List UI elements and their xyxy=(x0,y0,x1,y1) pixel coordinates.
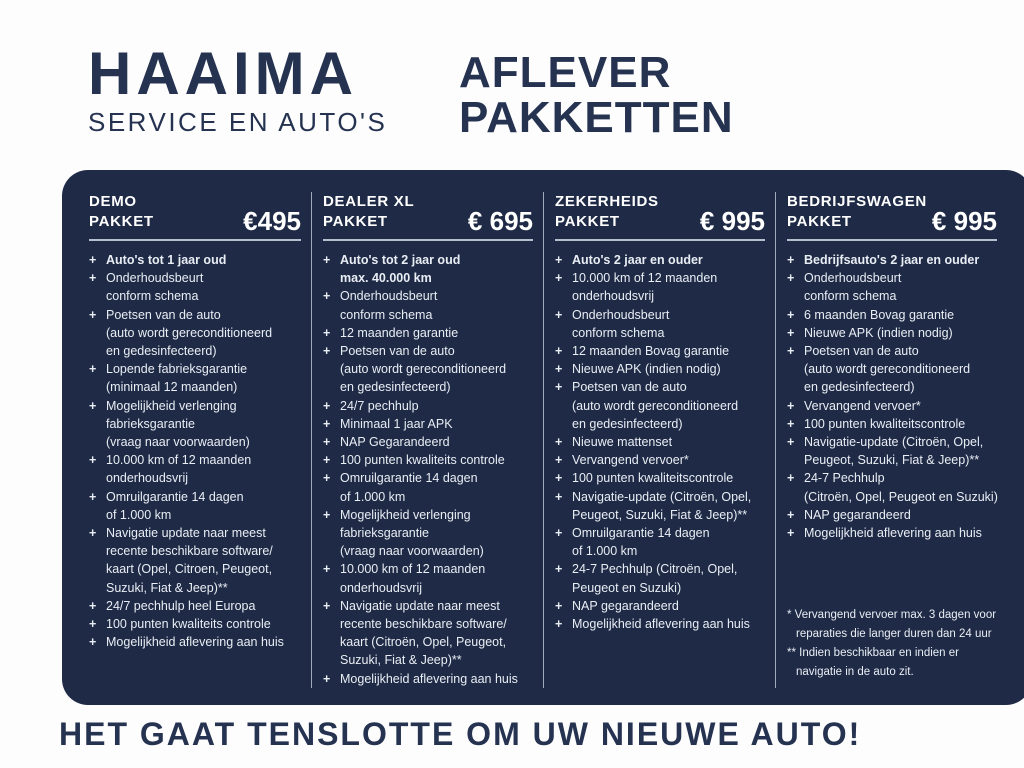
item-line: Navigatie update naar meest xyxy=(106,526,266,541)
plus-icon: + xyxy=(89,598,97,613)
package-name-line1: BEDRIJFSWAGEN xyxy=(787,193,927,210)
package-item xyxy=(89,524,301,597)
item-line: of 1.000 km xyxy=(340,489,406,504)
item-line: conform schema xyxy=(106,289,199,304)
package-item xyxy=(555,488,765,524)
plus-icon: + xyxy=(323,562,331,577)
package-column xyxy=(89,192,311,688)
plus-icon: + xyxy=(555,253,563,267)
item-line: Peugeot en Suzuki) xyxy=(572,580,682,595)
item-line: Suzuki, Fiat & Jeep)** xyxy=(340,653,462,668)
package-item xyxy=(787,251,997,269)
item-line: en gedesinfecteerd) xyxy=(572,416,683,431)
plus-icon: + xyxy=(787,416,795,431)
package-item xyxy=(323,433,533,451)
item-line: NAP Gegarandeerd xyxy=(340,435,450,450)
package-item xyxy=(787,524,997,542)
package-item xyxy=(89,615,301,633)
item-line: Auto's tot 1 jaar oud xyxy=(106,253,227,267)
plus-icon: + xyxy=(323,435,331,450)
package-item xyxy=(89,269,301,305)
package-items xyxy=(89,251,301,651)
package-column xyxy=(775,192,1007,688)
item-line: max. 40.000 km xyxy=(340,271,432,286)
item-line: Mogelijkheid verlenging xyxy=(340,507,471,522)
item-line: Mogelijkheid verlenging xyxy=(106,398,237,413)
plus-icon: + xyxy=(323,507,331,522)
package-item xyxy=(323,342,533,397)
package-item xyxy=(555,597,765,615)
item-line: Vervangend vervoer* xyxy=(572,453,689,468)
item-line: Nieuwe APK (indien nodig) xyxy=(804,325,953,340)
package-item xyxy=(787,397,997,415)
item-line: Navigatie-update (Citroën, Opel, xyxy=(572,489,752,504)
package-item xyxy=(89,251,301,269)
item-line: recente beschikbare software/ xyxy=(106,544,273,559)
item-line: Navigatie update naar meest xyxy=(340,598,500,613)
item-line: Omruilgarantie 14 dagen xyxy=(106,489,244,504)
package-item xyxy=(555,524,765,560)
plus-icon: + xyxy=(555,617,563,632)
plus-icon: + xyxy=(89,307,97,322)
plus-icon: + xyxy=(555,526,563,541)
package-item xyxy=(323,251,533,287)
header-divider xyxy=(323,239,533,241)
package-item xyxy=(323,469,533,505)
header-divider xyxy=(787,239,997,241)
plus-icon: + xyxy=(89,526,97,541)
item-line: Auto's 2 jaar en ouder xyxy=(572,253,703,267)
item-line: 100 punten kwaliteitscontrole xyxy=(804,416,966,431)
plus-icon: + xyxy=(323,325,331,340)
package-item xyxy=(787,415,997,433)
item-line: 100 punten kwaliteits controle xyxy=(106,617,271,632)
package-name-line2: PAKKET xyxy=(89,213,154,230)
package-header xyxy=(787,192,997,236)
item-line: 6 maanden Bovag garantie xyxy=(804,307,955,322)
footnote xyxy=(787,644,997,682)
item-line: Mogelijkheid aflevering aan huis xyxy=(572,617,750,632)
plus-icon: + xyxy=(787,253,795,267)
page-title xyxy=(459,50,734,140)
package-item xyxy=(555,615,765,633)
package-item xyxy=(555,451,765,469)
item-line: (auto wordt gereconditioneerd xyxy=(340,362,507,377)
package-price: € 995 xyxy=(931,206,997,236)
plus-icon: + xyxy=(323,344,331,359)
package-item xyxy=(323,451,533,469)
plus-icon: + xyxy=(323,671,331,686)
header-divider xyxy=(89,239,301,241)
item-line: 100 punten kwaliteitscontrole xyxy=(572,471,734,486)
plus-icon: + xyxy=(787,307,795,322)
plus-icon: + xyxy=(555,344,563,359)
plus-icon: + xyxy=(89,271,97,286)
item-line: Vervangend vervoer* xyxy=(804,398,921,413)
item-line: Poetsen van de auto xyxy=(106,307,221,322)
footer-tagline: HET GAAT TENSLOTTE OM UW NIEUWE AUTO! xyxy=(59,716,862,752)
package-item xyxy=(555,378,765,433)
package-item xyxy=(787,342,997,397)
item-line: (Citroën, Opel, Peugeot en Suzuki) xyxy=(804,489,998,504)
plus-icon: + xyxy=(555,271,563,286)
item-line: 24-7 Pechhulp xyxy=(804,471,885,486)
item-line: (auto wordt gereconditioneerd xyxy=(804,362,971,377)
item-line: kaart (Citroën, Opel, Peugeot, xyxy=(340,635,507,650)
item-line: fabrieksgarantie xyxy=(340,526,429,541)
item-line: Omruilgarantie 14 dagen xyxy=(340,471,478,486)
package-name-line2: PAKKET xyxy=(555,213,620,230)
package-price: €495 xyxy=(243,206,301,236)
package-price: € 695 xyxy=(467,206,533,236)
plus-icon: + xyxy=(787,398,795,413)
plus-icon: + xyxy=(555,562,563,577)
plus-icon: + xyxy=(787,325,795,340)
package-name xyxy=(89,192,154,232)
package-item xyxy=(89,488,301,524)
item-line: (vraag naar voorwaarden) xyxy=(106,435,250,450)
item-line: (auto wordt gereconditioneerd xyxy=(572,398,739,413)
item-line: Lopende fabrieksgarantie xyxy=(106,362,248,377)
package-item xyxy=(89,306,301,361)
item-line: 10.000 km of 12 maanden xyxy=(572,271,718,286)
item-line: Nieuwe APK (indien nodig) xyxy=(572,362,721,377)
plus-icon: + xyxy=(323,471,331,486)
item-line: Nieuwe mattenset xyxy=(572,435,673,450)
plus-icon: + xyxy=(787,435,795,450)
package-header xyxy=(89,192,301,236)
item-line: Poetsen van de auto xyxy=(804,344,919,359)
package-name-line1: ZEKERHEIDS xyxy=(555,193,659,210)
package-name-line1: DEALER XL xyxy=(323,193,415,210)
plus-icon: + xyxy=(89,362,97,377)
package-item xyxy=(787,469,997,505)
package-item xyxy=(787,306,997,324)
item-line: Poetsen van de auto xyxy=(572,380,687,395)
package-column xyxy=(543,192,775,688)
item-line: 12 maanden garantie xyxy=(340,325,459,340)
plus-icon: + xyxy=(323,253,331,267)
package-item xyxy=(323,397,533,415)
item-line: onderhoudsvrij xyxy=(572,289,654,304)
package-item xyxy=(89,397,301,452)
plus-icon: + xyxy=(89,398,97,413)
item-line: Omruilgarantie 14 dagen xyxy=(572,526,710,541)
package-item xyxy=(89,360,301,396)
package-item xyxy=(323,506,533,561)
package-name-line1: DEMO xyxy=(89,193,137,210)
item-line: 24/7 pechhulp xyxy=(340,398,419,413)
item-line: Suzuki, Fiat & Jeep)** xyxy=(106,580,228,595)
item-line: Onderhoudsbeurt xyxy=(106,271,204,286)
plus-icon: + xyxy=(555,435,563,450)
item-line: Mogelijkheid aflevering aan huis xyxy=(340,671,518,686)
item-line: en gedesinfecteerd) xyxy=(804,380,915,395)
plus-icon: + xyxy=(555,307,563,322)
package-item xyxy=(323,670,533,688)
plus-icon: + xyxy=(323,453,331,468)
plus-icon: + xyxy=(555,489,563,504)
item-line: conform schema xyxy=(804,289,897,304)
package-item xyxy=(555,560,765,596)
package-name-line2: PAKKET xyxy=(787,213,852,230)
plus-icon: + xyxy=(555,362,563,377)
package-item xyxy=(787,324,997,342)
footnote xyxy=(787,606,997,644)
plus-icon: + xyxy=(787,507,795,522)
plus-icon: + xyxy=(555,380,563,395)
package-item xyxy=(323,324,533,342)
plus-icon: + xyxy=(89,489,97,504)
package-header xyxy=(555,192,765,236)
package-name xyxy=(787,192,927,232)
item-line: (auto wordt gereconditioneerd xyxy=(106,325,273,340)
item-line: of 1.000 km xyxy=(572,544,638,559)
page-title-line1: AFLEVER xyxy=(459,48,672,97)
item-line: Bedrijfsauto's 2 jaar en ouder xyxy=(804,253,980,267)
package-items xyxy=(323,251,533,688)
package-name xyxy=(323,192,414,232)
header-divider xyxy=(555,239,765,241)
footnote-line: * Vervangend vervoer max. 3 dagen voor xyxy=(787,609,997,622)
item-line: Onderhoudsbeurt xyxy=(804,271,902,286)
package-column xyxy=(311,192,543,688)
packages-grid xyxy=(62,170,1024,705)
package-item xyxy=(323,597,533,670)
package-items xyxy=(787,251,997,542)
footnote-line: reparaties die langer duren dan 24 uur xyxy=(796,628,992,641)
brand-name: HAAIMA xyxy=(88,40,358,107)
footnote-line: ** Indien beschikbaar en indien er xyxy=(787,647,959,660)
packages-panel xyxy=(62,170,1024,705)
package-item xyxy=(555,269,765,305)
item-line: Auto's tot 2 jaar oud xyxy=(340,253,461,267)
item-line: onderhoudsvrij xyxy=(106,471,188,486)
package-item xyxy=(555,342,765,360)
package-item xyxy=(89,597,301,615)
brand-logo xyxy=(88,42,387,138)
item-line: onderhoudsvrij xyxy=(340,580,422,595)
plus-icon: + xyxy=(787,526,795,541)
item-line: recente beschikbare software/ xyxy=(340,617,507,632)
plus-icon: + xyxy=(555,453,563,468)
package-footnotes xyxy=(787,606,997,682)
package-item xyxy=(89,633,301,651)
package-item xyxy=(555,469,765,487)
item-line: 12 maanden Bovag garantie xyxy=(572,344,730,359)
package-item xyxy=(787,269,997,305)
item-line: of 1.000 km xyxy=(106,507,172,522)
item-line: 10.000 km of 12 maanden xyxy=(340,562,486,577)
package-item xyxy=(555,306,765,342)
item-line: Mogelijkheid aflevering aan huis xyxy=(106,635,284,650)
plus-icon: + xyxy=(89,635,97,650)
item-line: 10.000 km of 12 maanden xyxy=(106,453,252,468)
item-line: en gedesinfecteerd) xyxy=(340,380,451,395)
plus-icon: + xyxy=(323,398,331,413)
plus-icon: + xyxy=(323,598,331,613)
item-line: kaart (Opel, Citroen, Peugeot, xyxy=(106,562,273,577)
package-item xyxy=(787,506,997,524)
item-line: NAP gegarandeerd xyxy=(804,507,911,522)
plus-icon: + xyxy=(555,471,563,486)
plus-icon: + xyxy=(323,416,331,431)
plus-icon: + xyxy=(89,453,97,468)
package-item xyxy=(555,251,765,269)
item-line: Onderhoudsbeurt xyxy=(572,307,670,322)
plus-icon: + xyxy=(89,253,97,267)
item-line: Peugeot, Suzuki, Fiat & Jeep)** xyxy=(572,507,748,522)
item-line: Mogelijkheid aflevering aan huis xyxy=(804,526,982,541)
plus-icon: + xyxy=(323,289,331,304)
package-item xyxy=(323,560,533,596)
item-line: Peugeot, Suzuki, Fiat & Jeep)** xyxy=(804,453,980,468)
footnote-line: navigatie in de auto zit. xyxy=(796,666,914,679)
item-line: 100 punten kwaliteits controle xyxy=(340,453,505,468)
item-line: 24-7 Pechhulp (Citroën, Opel, xyxy=(572,562,738,577)
plus-icon: + xyxy=(89,617,97,632)
brand-tagline: SERVICE EN AUTO'S xyxy=(88,107,388,137)
item-line: (vraag naar voorwaarden) xyxy=(340,544,484,559)
page-title-line2: PAKKETTEN xyxy=(459,93,734,142)
package-header xyxy=(323,192,533,236)
item-line: NAP gegarandeerd xyxy=(572,598,679,613)
package-item xyxy=(323,287,533,323)
item-line: Onderhoudsbeurt xyxy=(340,289,438,304)
item-line: Minimaal 1 jaar APK xyxy=(340,416,453,431)
item-line: Navigatie-update (Citroën, Opel, xyxy=(804,435,984,450)
plus-icon: + xyxy=(787,271,795,286)
package-item xyxy=(787,433,997,469)
package-name xyxy=(555,192,659,232)
plus-icon: + xyxy=(787,344,795,359)
item-line: 24/7 pechhulp heel Europa xyxy=(106,598,256,613)
item-line: fabrieksgarantie xyxy=(106,416,195,431)
item-line: en gedesinfecteerd) xyxy=(106,344,217,359)
package-name-line2: PAKKET xyxy=(323,213,388,230)
item-line: conform schema xyxy=(572,325,665,340)
item-line: conform schema xyxy=(340,307,433,322)
package-item xyxy=(555,433,765,451)
package-items xyxy=(555,251,765,633)
package-price: € 995 xyxy=(699,206,765,236)
package-item xyxy=(555,360,765,378)
package-item xyxy=(323,415,533,433)
package-item xyxy=(89,451,301,487)
plus-icon: + xyxy=(555,598,563,613)
item-line: Poetsen van de auto xyxy=(340,344,455,359)
item-line: (minimaal 12 maanden) xyxy=(106,380,238,395)
plus-icon: + xyxy=(787,471,795,486)
